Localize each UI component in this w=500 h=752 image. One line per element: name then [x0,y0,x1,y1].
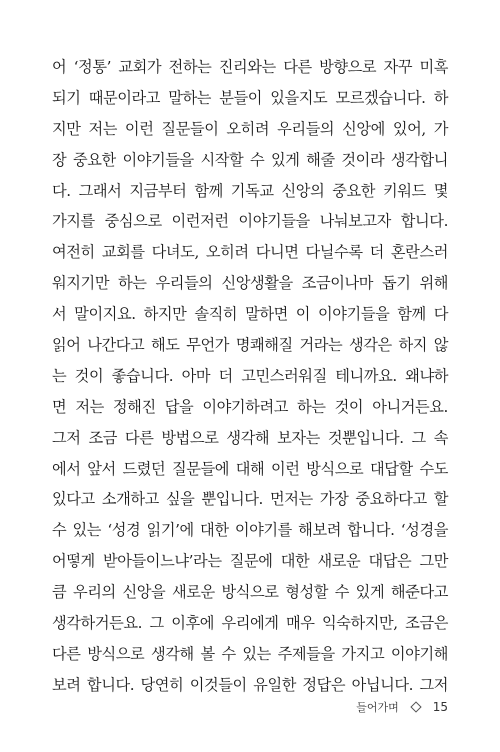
text-line: 워지기만 하는 우리들의 신앙생활을 조금이나마 돕기 위해 [52,274,448,293]
text-line: 서 말이지요. 하지만 솔직히 말하면 이 이야기들을 함께 다 [52,305,448,324]
text-line: 보려 합니다. 당연히 이것들이 유일한 정답은 아닙니다. 그저 [52,675,448,694]
text-line: 수 있는 ‘성경 읽기’에 대한 이야기를 해보려 합니다. ‘성경을 [52,521,448,540]
text-line: 가지를 중심으로 이런저런 이야기들을 나눠보고자 합니다. [52,212,448,231]
text-line: 다. 그래서 지금부터 함께 기독교 신앙의 중요한 키워드 몇 [52,181,448,200]
section-title: 들어가며 [356,701,399,714]
body-text [52,52,448,701]
page-number: 15 [432,700,448,714]
text-line: 여전히 교회를 다녀도, 오히려 다니면 다닐수록 더 혼란스러 [52,243,448,262]
text-line: 큼 우리의 신앙을 새로운 방식으로 형성할 수 있게 해준다고 [52,583,448,602]
text-line: 그저 조금 다른 방법으로 생각해 보자는 것뿐입니다. 그 속 [52,428,448,447]
text-line: 지만 저는 이런 질문들이 오히려 우리들의 신앙에 있어, 가 [52,119,448,138]
text-line: 면 저는 정해진 답을 이야기하려고 하는 것이 아니거든요. [52,397,448,416]
text-line: 생각하거든요. 그 이후에 우리에게 매우 익숙하지만, 조금은 [52,614,448,633]
text-line: 다른 방식으로 생각해 볼 수 있는 주제들을 가지고 이야기해 [52,644,448,663]
text-line: 있다고 소개하고 싶을 뿐입니다. 먼저는 가장 중요하다고 할 [52,490,448,509]
text-line: 장 중요한 이야기들을 시작할 수 있게 해줄 것이라 생각합니 [52,150,448,169]
text-line: 되기 때문이라고 말하는 분들이 있을지도 모르겠습니다. 하 [52,88,448,107]
text-line: 는 것이 좋습니다. 아마 더 고민스러워질 테니까요. 왜냐하 [52,366,448,385]
text-line: 어떻게 받아들이느냐’라는 질문에 대한 새로운 대답은 그만 [52,552,448,571]
diamond-icon [410,701,421,712]
running-footer [356,699,448,715]
text-line: 어 ‘정통’ 교회가 전하는 진리와는 다른 방향으로 자꾸 미혹 [52,58,448,76]
text-line: 읽어 나간다고 해도 무언가 명쾌해질 거라는 생각은 하지 않 [52,336,448,355]
text-line: 에서 앞서 드렸던 질문들에 대해 이런 방식으로 대답할 수도 [52,459,448,478]
